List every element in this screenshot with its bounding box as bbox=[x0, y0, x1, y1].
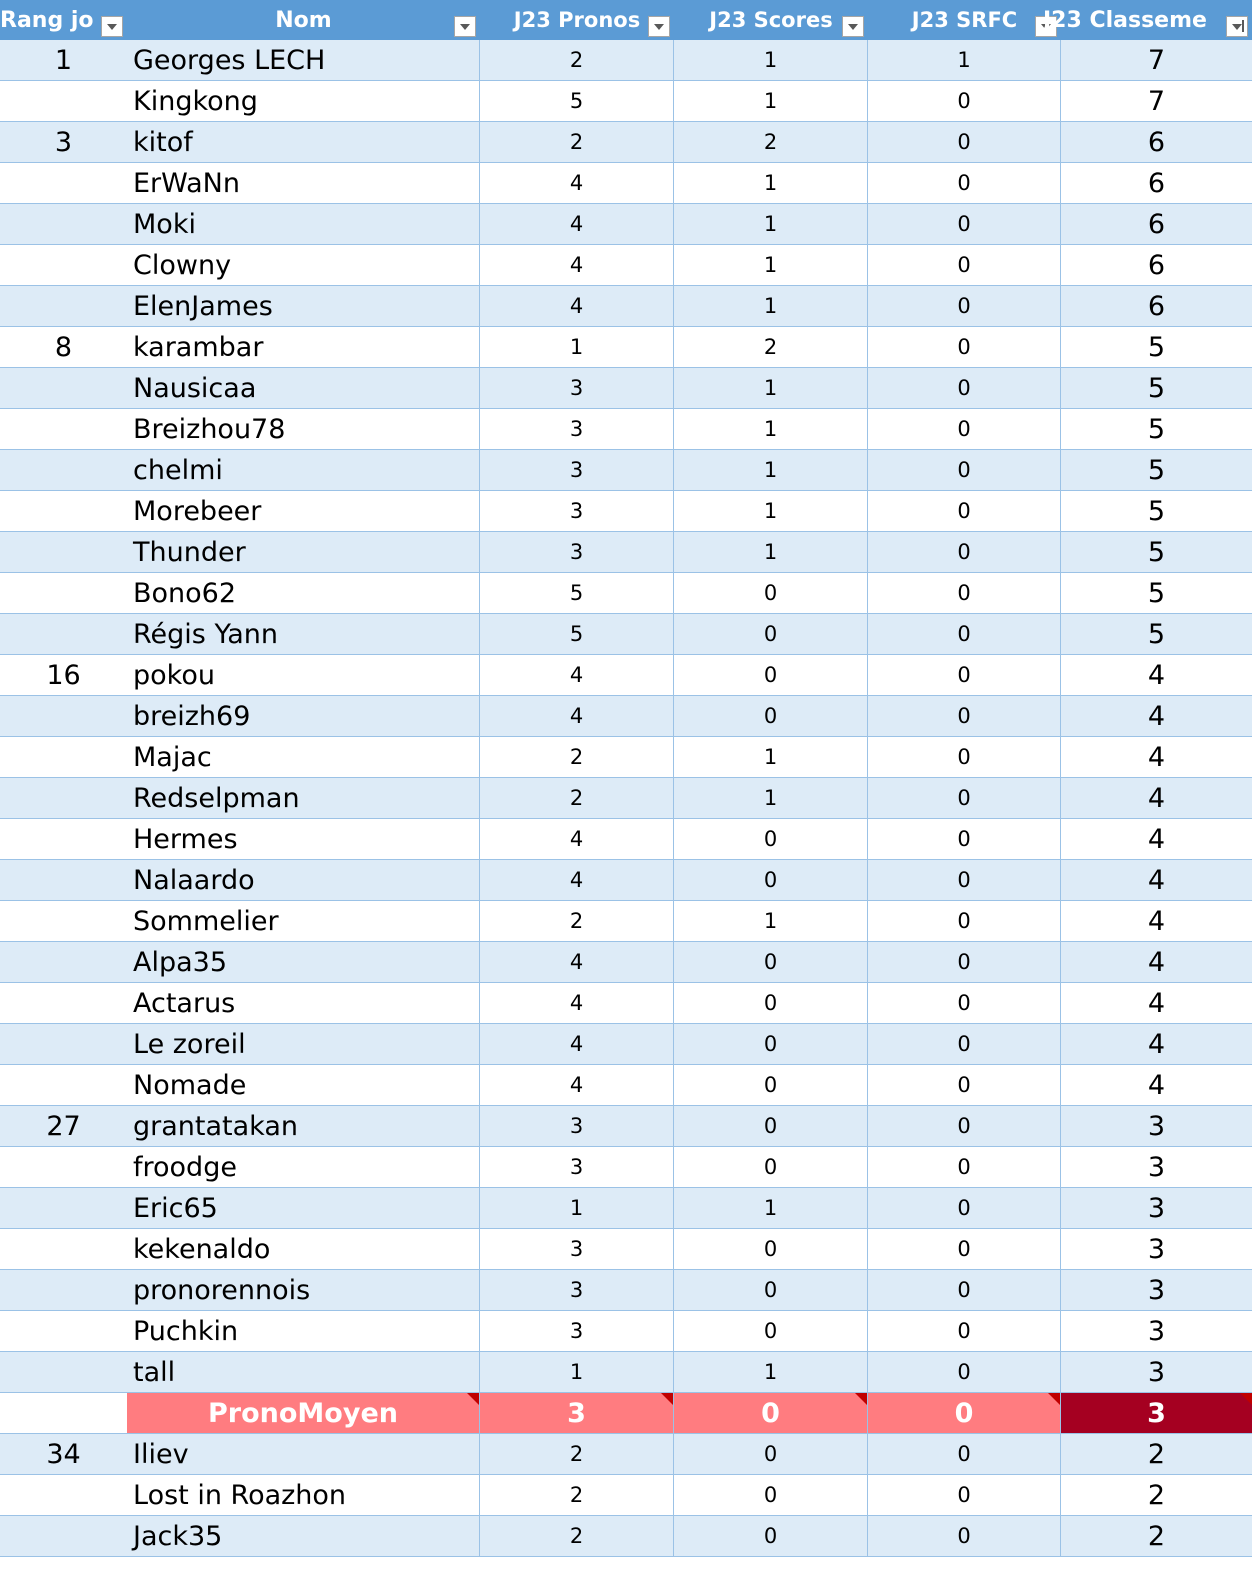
rank-cell[interactable] bbox=[0, 778, 127, 818]
rank-cell[interactable] bbox=[0, 532, 127, 572]
classement-cell[interactable]: 5 bbox=[1147, 618, 1166, 650]
rank-cell[interactable] bbox=[0, 1393, 127, 1433]
table-row bbox=[0, 245, 1252, 286]
classement-cell[interactable]: 5 bbox=[1147, 413, 1166, 445]
table-row bbox=[0, 737, 1252, 778]
classement-cell[interactable]: 4 bbox=[1147, 700, 1166, 732]
header-rank-label: Rang jo bbox=[0, 7, 94, 33]
header-row bbox=[0, 0, 1252, 40]
name-cell[interactable]: Sommelier bbox=[127, 901, 480, 941]
scores-cell[interactable]: 0 bbox=[674, 614, 868, 654]
table-row bbox=[0, 901, 1252, 942]
rank-cell[interactable] bbox=[0, 819, 127, 859]
pronos-cell[interactable]: 4 bbox=[480, 655, 674, 695]
name-cell[interactable]: kitof bbox=[127, 122, 480, 162]
scores-cell[interactable]: 0 bbox=[674, 1065, 868, 1105]
scores-cell[interactable]: 1 bbox=[674, 737, 868, 777]
classement-cell[interactable]: 5 bbox=[1147, 495, 1166, 527]
rank-cell[interactable] bbox=[0, 1311, 127, 1351]
table-row bbox=[0, 40, 1252, 81]
table-row bbox=[0, 655, 1252, 696]
rank-cell[interactable] bbox=[0, 491, 127, 531]
scores-cell[interactable]: 1 bbox=[674, 409, 868, 449]
scores-cell[interactable]: 1 bbox=[674, 1188, 868, 1228]
srfc-cell[interactable]: 0 bbox=[868, 696, 1061, 736]
pronos-cell[interactable]: 2 bbox=[480, 1475, 674, 1515]
srfc-cell[interactable]: 0 bbox=[868, 1352, 1061, 1392]
rank-cell[interactable] bbox=[0, 696, 127, 736]
classement-cell[interactable]: 2 bbox=[1147, 1520, 1166, 1552]
name-cell[interactable]: Nomade bbox=[127, 1065, 480, 1105]
srfc-cell[interactable]: 0 bbox=[868, 1106, 1061, 1146]
pronos-cell[interactable]: 3 bbox=[480, 450, 674, 490]
pronos-cell[interactable]: 4 bbox=[480, 163, 674, 203]
scores-cell[interactable]: 1 bbox=[674, 901, 868, 941]
header-srfc[interactable] bbox=[868, 0, 1061, 40]
classement-cell[interactable]: 4 bbox=[1147, 741, 1166, 773]
classement-cell[interactable]: 3 bbox=[1147, 1151, 1166, 1183]
rank-cell[interactable] bbox=[0, 1188, 127, 1228]
srfc-cell[interactable]: 0 bbox=[868, 409, 1061, 449]
header-rank[interactable] bbox=[0, 0, 127, 40]
pronos-cell[interactable]: 2 bbox=[480, 778, 674, 818]
pronos-cell[interactable]: 4 bbox=[480, 1065, 674, 1105]
classement-cell[interactable]: 4 bbox=[1147, 823, 1166, 855]
classement-cell[interactable]: 5 bbox=[1147, 372, 1166, 404]
srfc-cell[interactable]: 0 bbox=[868, 1147, 1061, 1187]
srfc-cell[interactable]: 0 bbox=[868, 778, 1061, 818]
sort-descending-icon[interactable] bbox=[1226, 16, 1248, 37]
classement-cell[interactable]: 4 bbox=[1147, 864, 1166, 896]
srfc-cell[interactable]: 0 bbox=[868, 614, 1061, 654]
srfc-cell[interactable]: 0 bbox=[868, 901, 1061, 941]
pronos-cell[interactable]: 3 bbox=[480, 1147, 674, 1187]
table-row bbox=[0, 1516, 1252, 1557]
classement-cell[interactable]: 5 bbox=[1147, 454, 1166, 486]
name-cell[interactable]: pronorennois bbox=[127, 1270, 480, 1310]
name-cell[interactable]: Majac bbox=[127, 737, 480, 777]
pronos-cell[interactable]: 4 bbox=[480, 983, 674, 1023]
srfc-cell[interactable]: 0 bbox=[868, 204, 1061, 244]
comment-indicator-icon bbox=[855, 1393, 867, 1405]
classement-cell[interactable]: 2 bbox=[1147, 1479, 1166, 1511]
rank-cell[interactable] bbox=[0, 1270, 127, 1310]
pronos-cell[interactable]: 2 bbox=[480, 1516, 674, 1556]
table-row bbox=[0, 81, 1252, 122]
rank-cell[interactable] bbox=[0, 1229, 127, 1269]
scores-cell[interactable]: 1 bbox=[674, 40, 868, 80]
table-body bbox=[0, 40, 1252, 1557]
table-row bbox=[0, 696, 1252, 737]
name-cell[interactable]: froodge bbox=[127, 1147, 480, 1187]
scores-cell[interactable]: 0 bbox=[674, 1106, 868, 1146]
rank-cell[interactable]: 27 bbox=[46, 1110, 81, 1142]
rank-cell[interactable]: 16 bbox=[46, 659, 81, 691]
header-name-label: Nom bbox=[275, 7, 332, 33]
comment-indicator-icon bbox=[1240, 1393, 1252, 1405]
scores-cell[interactable]: 0 bbox=[674, 983, 868, 1023]
srfc-cell[interactable]: 0 bbox=[868, 1434, 1061, 1474]
pronos-cell[interactable]: 2 bbox=[480, 1434, 674, 1474]
scores-cell[interactable]: 1 bbox=[674, 491, 868, 531]
rank-cell[interactable] bbox=[0, 81, 127, 121]
rank-cell[interactable]: 34 bbox=[46, 1438, 81, 1470]
name-cell[interactable]: tall bbox=[127, 1352, 480, 1392]
table-row bbox=[0, 573, 1252, 614]
table-row-average bbox=[0, 1393, 1252, 1434]
pronos-cell[interactable]: 5 bbox=[480, 81, 674, 121]
scores-cell[interactable]: 1 bbox=[674, 450, 868, 490]
name-cell[interactable]: Actarus bbox=[127, 983, 480, 1023]
header-scores-label: J23 Scores bbox=[709, 8, 833, 32]
scores-cell[interactable]: 0 bbox=[674, 942, 868, 982]
classement-cell[interactable]: 3 bbox=[1147, 1192, 1166, 1224]
scores-cell[interactable]: 2 bbox=[674, 327, 868, 367]
rank-cell[interactable] bbox=[0, 901, 127, 941]
table-row bbox=[0, 778, 1252, 819]
srfc-cell[interactable]: 0 bbox=[868, 1024, 1061, 1064]
table-row bbox=[0, 860, 1252, 901]
srfc-cell[interactable]: 1 bbox=[868, 40, 1061, 80]
table-row bbox=[0, 1475, 1252, 1516]
scores-cell[interactable]: 0 bbox=[674, 1024, 868, 1064]
srfc-cell[interactable]: 0 bbox=[868, 1188, 1061, 1228]
classement-cell[interactable]: 6 bbox=[1147, 208, 1166, 240]
table-row bbox=[0, 491, 1252, 532]
classement-cell[interactable]: 2 bbox=[1147, 1438, 1166, 1470]
name-cell[interactable]: kekenaldo bbox=[127, 1229, 480, 1269]
classement-cell[interactable]: 5 bbox=[1147, 577, 1166, 609]
classement-cell[interactable]: 4 bbox=[1147, 1069, 1166, 1101]
rank-cell[interactable] bbox=[0, 983, 127, 1023]
table-row bbox=[0, 1270, 1252, 1311]
scores-cell[interactable]: 1 bbox=[674, 778, 868, 818]
name-cell[interactable]: Nausicaa bbox=[127, 368, 480, 408]
classement-cell[interactable]: 3 bbox=[1147, 1315, 1166, 1347]
header-classement[interactable] bbox=[1043, 0, 1252, 40]
name-cell[interactable]: grantatakan bbox=[127, 1106, 480, 1146]
classement-cell[interactable]: 3 bbox=[1061, 1393, 1252, 1433]
pronos-cell[interactable]: 3 bbox=[480, 491, 674, 531]
scores-cell[interactable]: 0 bbox=[674, 1475, 868, 1515]
srfc-cell[interactable]: 0 bbox=[868, 1229, 1061, 1269]
table-row bbox=[0, 368, 1252, 409]
table-row bbox=[0, 204, 1252, 245]
rank-cell[interactable] bbox=[0, 450, 127, 490]
srfc-cell[interactable]: 0 bbox=[868, 368, 1061, 408]
filter-dropdown-icon[interactable] bbox=[454, 16, 476, 37]
scores-cell[interactable]: 1 bbox=[674, 245, 868, 285]
scores-cell[interactable]: 0 bbox=[674, 1516, 868, 1556]
name-cell[interactable]: Georges LECH bbox=[127, 40, 480, 80]
srfc-cell[interactable]: 0 bbox=[868, 81, 1061, 121]
classement-cell[interactable]: 5 bbox=[1147, 536, 1166, 568]
header-scores[interactable] bbox=[674, 0, 868, 40]
classement-cell[interactable]: 7 bbox=[1147, 44, 1166, 76]
header-pronos-label: J23 Pronos bbox=[513, 8, 641, 32]
srfc-cell[interactable]: 0 bbox=[868, 573, 1061, 613]
rank-cell[interactable]: 3 bbox=[54, 126, 73, 158]
pronos-cell[interactable]: 3 bbox=[480, 1270, 674, 1310]
srfc-cell[interactable]: 0 bbox=[868, 819, 1061, 859]
scores-cell[interactable]: 0 bbox=[674, 819, 868, 859]
classement-cell[interactable]: 7 bbox=[1147, 85, 1166, 117]
filter-dropdown-icon[interactable] bbox=[101, 16, 123, 37]
rank-cell[interactable]: 1 bbox=[54, 44, 73, 76]
classement-cell[interactable]: 6 bbox=[1147, 290, 1166, 322]
pronos-cell[interactable]: 4 bbox=[480, 860, 674, 900]
srfc-cell[interactable]: 0 bbox=[868, 286, 1061, 326]
name-cell[interactable]: Clowny bbox=[127, 245, 480, 285]
name-cell[interactable]: Jack35 bbox=[127, 1516, 480, 1556]
pronos-cell[interactable]: 4 bbox=[480, 1024, 674, 1064]
pronos-cell[interactable]: 3 bbox=[480, 1393, 674, 1433]
srfc-cell[interactable]: 0 bbox=[868, 1270, 1061, 1310]
scores-cell[interactable]: 0 bbox=[674, 1311, 868, 1351]
name-cell[interactable]: Alpa35 bbox=[127, 942, 480, 982]
pronos-cell[interactable]: 5 bbox=[480, 573, 674, 613]
srfc-cell[interactable]: 0 bbox=[868, 163, 1061, 203]
rank-cell[interactable] bbox=[0, 1516, 127, 1556]
srfc-cell[interactable]: 0 bbox=[868, 1065, 1061, 1105]
pronos-cell[interactable]: 2 bbox=[480, 40, 674, 80]
rank-cell[interactable] bbox=[0, 573, 127, 613]
scores-cell[interactable]: 1 bbox=[674, 1352, 868, 1392]
classement-cell[interactable]: 3 bbox=[1147, 1233, 1166, 1265]
name-cell[interactable]: Breizhou78 bbox=[127, 409, 480, 449]
table-row bbox=[0, 122, 1252, 163]
pronos-cell[interactable]: 4 bbox=[480, 696, 674, 736]
table-row bbox=[0, 1352, 1252, 1393]
pronos-cell[interactable]: 2 bbox=[480, 122, 674, 162]
name-cell[interactable]: Iliev bbox=[127, 1434, 480, 1474]
table-row bbox=[0, 1024, 1252, 1065]
rank-cell[interactable]: 8 bbox=[54, 331, 73, 363]
rank-cell[interactable] bbox=[0, 1475, 127, 1515]
table-row bbox=[0, 1147, 1252, 1188]
classement-cell[interactable]: 4 bbox=[1147, 946, 1166, 978]
srfc-cell[interactable]: 0 bbox=[868, 1393, 1061, 1433]
table-row bbox=[0, 450, 1252, 491]
table-row bbox=[0, 983, 1252, 1024]
pronos-cell[interactable]: 5 bbox=[480, 614, 674, 654]
pronos-cell[interactable]: 4 bbox=[480, 245, 674, 285]
scores-cell[interactable]: 0 bbox=[674, 655, 868, 695]
classement-cell[interactable]: 5 bbox=[1147, 331, 1166, 363]
pronos-cell[interactable]: 3 bbox=[480, 1106, 674, 1146]
scores-cell[interactable]: 1 bbox=[674, 368, 868, 408]
srfc-cell[interactable]: 0 bbox=[868, 942, 1061, 982]
scores-cell[interactable]: 2 bbox=[674, 122, 868, 162]
pronos-cell[interactable]: 3 bbox=[480, 532, 674, 572]
srfc-cell[interactable]: 0 bbox=[868, 860, 1061, 900]
srfc-cell[interactable]: 0 bbox=[868, 1311, 1061, 1351]
table-row bbox=[0, 1434, 1252, 1475]
name-cell[interactable]: Redselpman bbox=[127, 778, 480, 818]
comment-indicator-icon bbox=[661, 1393, 673, 1405]
rank-cell[interactable] bbox=[0, 163, 127, 203]
classement-cell[interactable]: 4 bbox=[1147, 659, 1166, 691]
scores-cell[interactable]: 0 bbox=[674, 1229, 868, 1269]
rank-cell[interactable] bbox=[0, 1352, 127, 1392]
name-cell[interactable]: Lost in Roazhon bbox=[127, 1475, 480, 1515]
filter-dropdown-icon[interactable] bbox=[842, 16, 864, 37]
pronos-cell[interactable]: 3 bbox=[480, 368, 674, 408]
scores-cell[interactable]: 1 bbox=[674, 163, 868, 203]
classement-cell[interactable]: 3 bbox=[1147, 1274, 1166, 1306]
pronos-cell[interactable]: 4 bbox=[480, 819, 674, 859]
srfc-cell[interactable]: 0 bbox=[868, 245, 1061, 285]
rank-cell[interactable] bbox=[0, 1147, 127, 1187]
name-cell[interactable]: pokou bbox=[127, 655, 480, 695]
table-row bbox=[0, 532, 1252, 573]
table-row bbox=[0, 819, 1252, 860]
classement-cell[interactable]: 6 bbox=[1147, 249, 1166, 281]
name-cell[interactable]: Puchkin bbox=[127, 1311, 480, 1351]
name-cell[interactable]: karambar bbox=[127, 327, 480, 367]
header-srfc-label: J23 SRFC bbox=[911, 8, 1018, 32]
pronos-cell[interactable]: 1 bbox=[480, 1188, 674, 1228]
srfc-cell[interactable]: 0 bbox=[868, 450, 1061, 490]
table-row bbox=[0, 1229, 1252, 1270]
rank-cell[interactable] bbox=[0, 368, 127, 408]
rank-cell[interactable] bbox=[0, 942, 127, 982]
table-row bbox=[0, 327, 1252, 368]
pronos-cell[interactable]: 4 bbox=[480, 942, 674, 982]
name-cell[interactable]: ElenJames bbox=[127, 286, 480, 326]
scores-cell[interactable]: 0 bbox=[674, 1393, 868, 1433]
rank-cell[interactable] bbox=[0, 409, 127, 449]
table-row bbox=[0, 163, 1252, 204]
header-name[interactable] bbox=[127, 0, 480, 40]
pronos-cell[interactable]: 4 bbox=[480, 204, 674, 244]
scores-cell[interactable]: 0 bbox=[674, 1434, 868, 1474]
rank-cell[interactable] bbox=[0, 1065, 127, 1105]
table-row bbox=[0, 286, 1252, 327]
filter-dropdown-icon[interactable] bbox=[648, 16, 670, 37]
name-cell[interactable]: breizh69 bbox=[127, 696, 480, 736]
name-cell[interactable]: Moki bbox=[127, 204, 480, 244]
table-row bbox=[0, 614, 1252, 655]
name-cell[interactable]: Régis Yann bbox=[127, 614, 480, 654]
table-row bbox=[0, 1188, 1252, 1229]
classement-cell[interactable]: 4 bbox=[1147, 1028, 1166, 1060]
scores-cell[interactable]: 0 bbox=[674, 1147, 868, 1187]
classement-cell[interactable]: 6 bbox=[1147, 167, 1166, 199]
rank-cell[interactable] bbox=[0, 1024, 127, 1064]
pronos-cell[interactable]: 2 bbox=[480, 737, 674, 777]
name-cell[interactable]: Le zoreil bbox=[127, 1024, 480, 1064]
table-row bbox=[0, 1311, 1252, 1352]
classement-cell[interactable]: 3 bbox=[1147, 1110, 1166, 1142]
pronos-cell[interactable]: 4 bbox=[480, 286, 674, 326]
comment-indicator-icon bbox=[1048, 1393, 1060, 1405]
srfc-cell[interactable]: 0 bbox=[868, 532, 1061, 572]
srfc-cell[interactable]: 0 bbox=[868, 1516, 1061, 1556]
header-classement-label: J23 Classeme bbox=[1043, 7, 1207, 33]
srfc-cell[interactable]: 0 bbox=[868, 1475, 1061, 1515]
name-cell[interactable]: Bono62 bbox=[127, 573, 480, 613]
table-row bbox=[0, 1065, 1252, 1106]
classement-cell[interactable]: 4 bbox=[1147, 987, 1166, 1019]
scores-cell[interactable]: 0 bbox=[674, 860, 868, 900]
classement-cell[interactable]: 4 bbox=[1147, 782, 1166, 814]
scores-cell[interactable]: 1 bbox=[674, 204, 868, 244]
srfc-cell[interactable]: 0 bbox=[868, 491, 1061, 531]
srfc-cell[interactable]: 0 bbox=[868, 655, 1061, 695]
classement-cell[interactable]: 6 bbox=[1147, 126, 1166, 158]
comment-indicator-icon bbox=[467, 1393, 479, 1405]
pronos-cell[interactable]: 3 bbox=[480, 409, 674, 449]
rank-cell[interactable] bbox=[0, 737, 127, 777]
scores-cell[interactable]: 0 bbox=[674, 696, 868, 736]
scores-cell[interactable]: 0 bbox=[674, 573, 868, 613]
scores-cell[interactable]: 1 bbox=[674, 532, 868, 572]
scores-cell[interactable]: 1 bbox=[674, 81, 868, 121]
pronos-cell[interactable]: 3 bbox=[480, 1311, 674, 1351]
table-row bbox=[0, 942, 1252, 983]
pronos-cell[interactable]: 1 bbox=[480, 1352, 674, 1392]
rank-cell[interactable] bbox=[0, 860, 127, 900]
classement-cell[interactable]: 4 bbox=[1147, 905, 1166, 937]
srfc-cell[interactable]: 0 bbox=[868, 983, 1061, 1023]
name-cell[interactable]: chelmi bbox=[127, 450, 480, 490]
srfc-cell[interactable]: 0 bbox=[868, 122, 1061, 162]
rank-cell[interactable] bbox=[0, 614, 127, 654]
pronos-cell[interactable]: 3 bbox=[480, 1229, 674, 1269]
scores-cell[interactable]: 0 bbox=[674, 1270, 868, 1310]
classement-cell[interactable]: 3 bbox=[1147, 1356, 1166, 1388]
name-cell[interactable]: Hermes bbox=[127, 819, 480, 859]
header-pronos[interactable] bbox=[480, 0, 674, 40]
rank-cell[interactable] bbox=[0, 245, 127, 285]
table-row bbox=[0, 1106, 1252, 1147]
srfc-cell[interactable]: 0 bbox=[868, 327, 1061, 367]
name-cell[interactable]: Kingkong bbox=[127, 81, 480, 121]
name-cell[interactable]: Thunder bbox=[127, 532, 480, 572]
srfc-cell[interactable]: 0 bbox=[868, 737, 1061, 777]
name-cell[interactable]: ErWaNn bbox=[127, 163, 480, 203]
name-cell[interactable]: Eric65 bbox=[127, 1188, 480, 1228]
pronos-cell[interactable]: 1 bbox=[480, 327, 674, 367]
name-cell[interactable]: PronoMoyen bbox=[127, 1393, 480, 1433]
name-cell[interactable]: Nalaardo bbox=[127, 860, 480, 900]
name-cell[interactable]: Morebeer bbox=[127, 491, 480, 531]
scores-cell[interactable]: 1 bbox=[674, 286, 868, 326]
pronos-cell[interactable]: 2 bbox=[480, 901, 674, 941]
table-row bbox=[0, 409, 1252, 450]
rank-cell[interactable] bbox=[0, 286, 127, 326]
rank-cell[interactable] bbox=[0, 204, 127, 244]
